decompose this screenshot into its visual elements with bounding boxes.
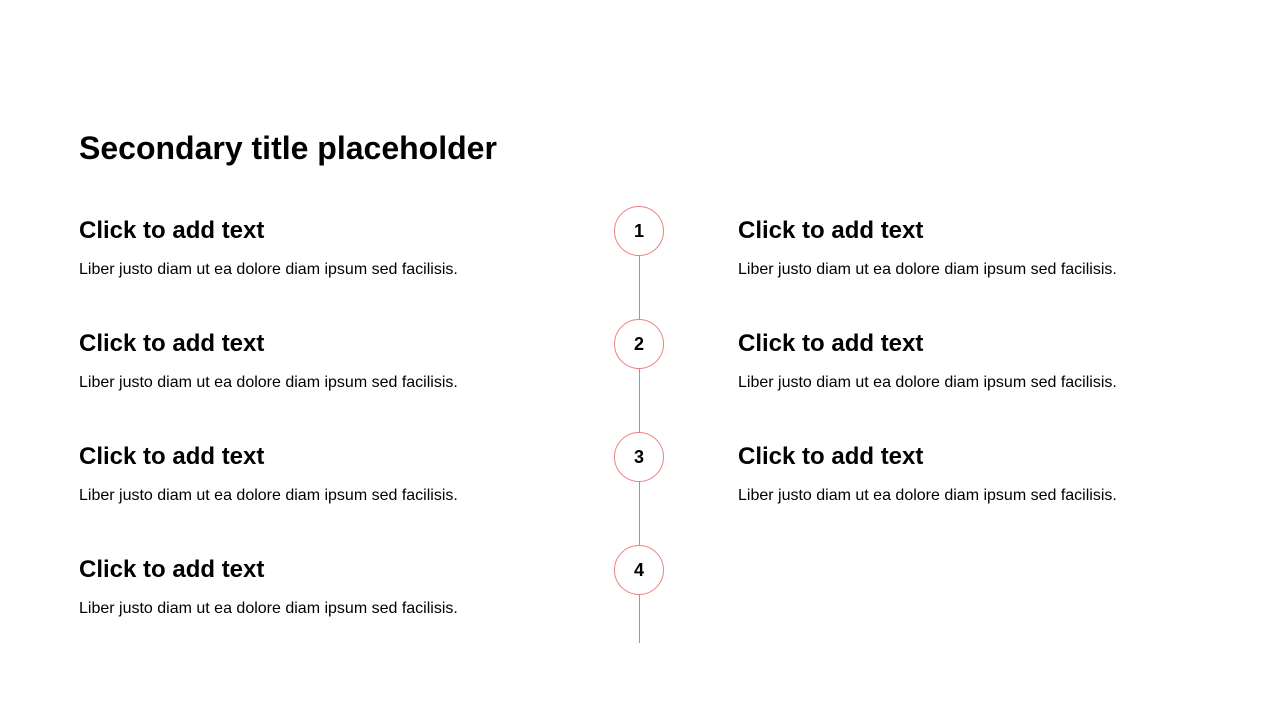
item-body[interactable]: Liber justo diam ut ea dolore diam ipsum sed facilisis. [738, 487, 1117, 504]
item-body[interactable]: Liber justo diam ut ea dolore diam ipsum sed facilisis. [79, 374, 458, 391]
item-heading[interactable]: Click to add text [79, 556, 265, 583]
item-heading[interactable]: Click to add text [738, 443, 924, 470]
item-heading[interactable]: Click to add text [79, 443, 265, 470]
slide-title[interactable]: Secondary title placeholder [79, 130, 497, 166]
step-marker-3: 3 [614, 432, 664, 482]
item-body[interactable]: Liber justo diam ut ea dolore diam ipsum sed facilisis. [79, 600, 458, 617]
step-marker-4: 4 [614, 545, 664, 595]
item-heading[interactable]: Click to add text [79, 330, 265, 357]
item-body[interactable]: Liber justo diam ut ea dolore diam ipsum sed facilisis. [79, 487, 458, 504]
item-body[interactable]: Liber justo diam ut ea dolore diam ipsum sed facilisis. [79, 261, 458, 278]
item-body[interactable]: Liber justo diam ut ea dolore diam ipsum sed facilisis. [738, 374, 1117, 391]
item-body[interactable]: Liber justo diam ut ea dolore diam ipsum sed facilisis. [738, 261, 1117, 278]
item-heading[interactable]: Click to add text [738, 217, 924, 244]
step-marker-1: 1 [614, 206, 664, 256]
item-heading[interactable]: Click to add text [79, 217, 265, 244]
item-heading[interactable]: Click to add text [738, 330, 924, 357]
step-marker-2: 2 [614, 319, 664, 369]
